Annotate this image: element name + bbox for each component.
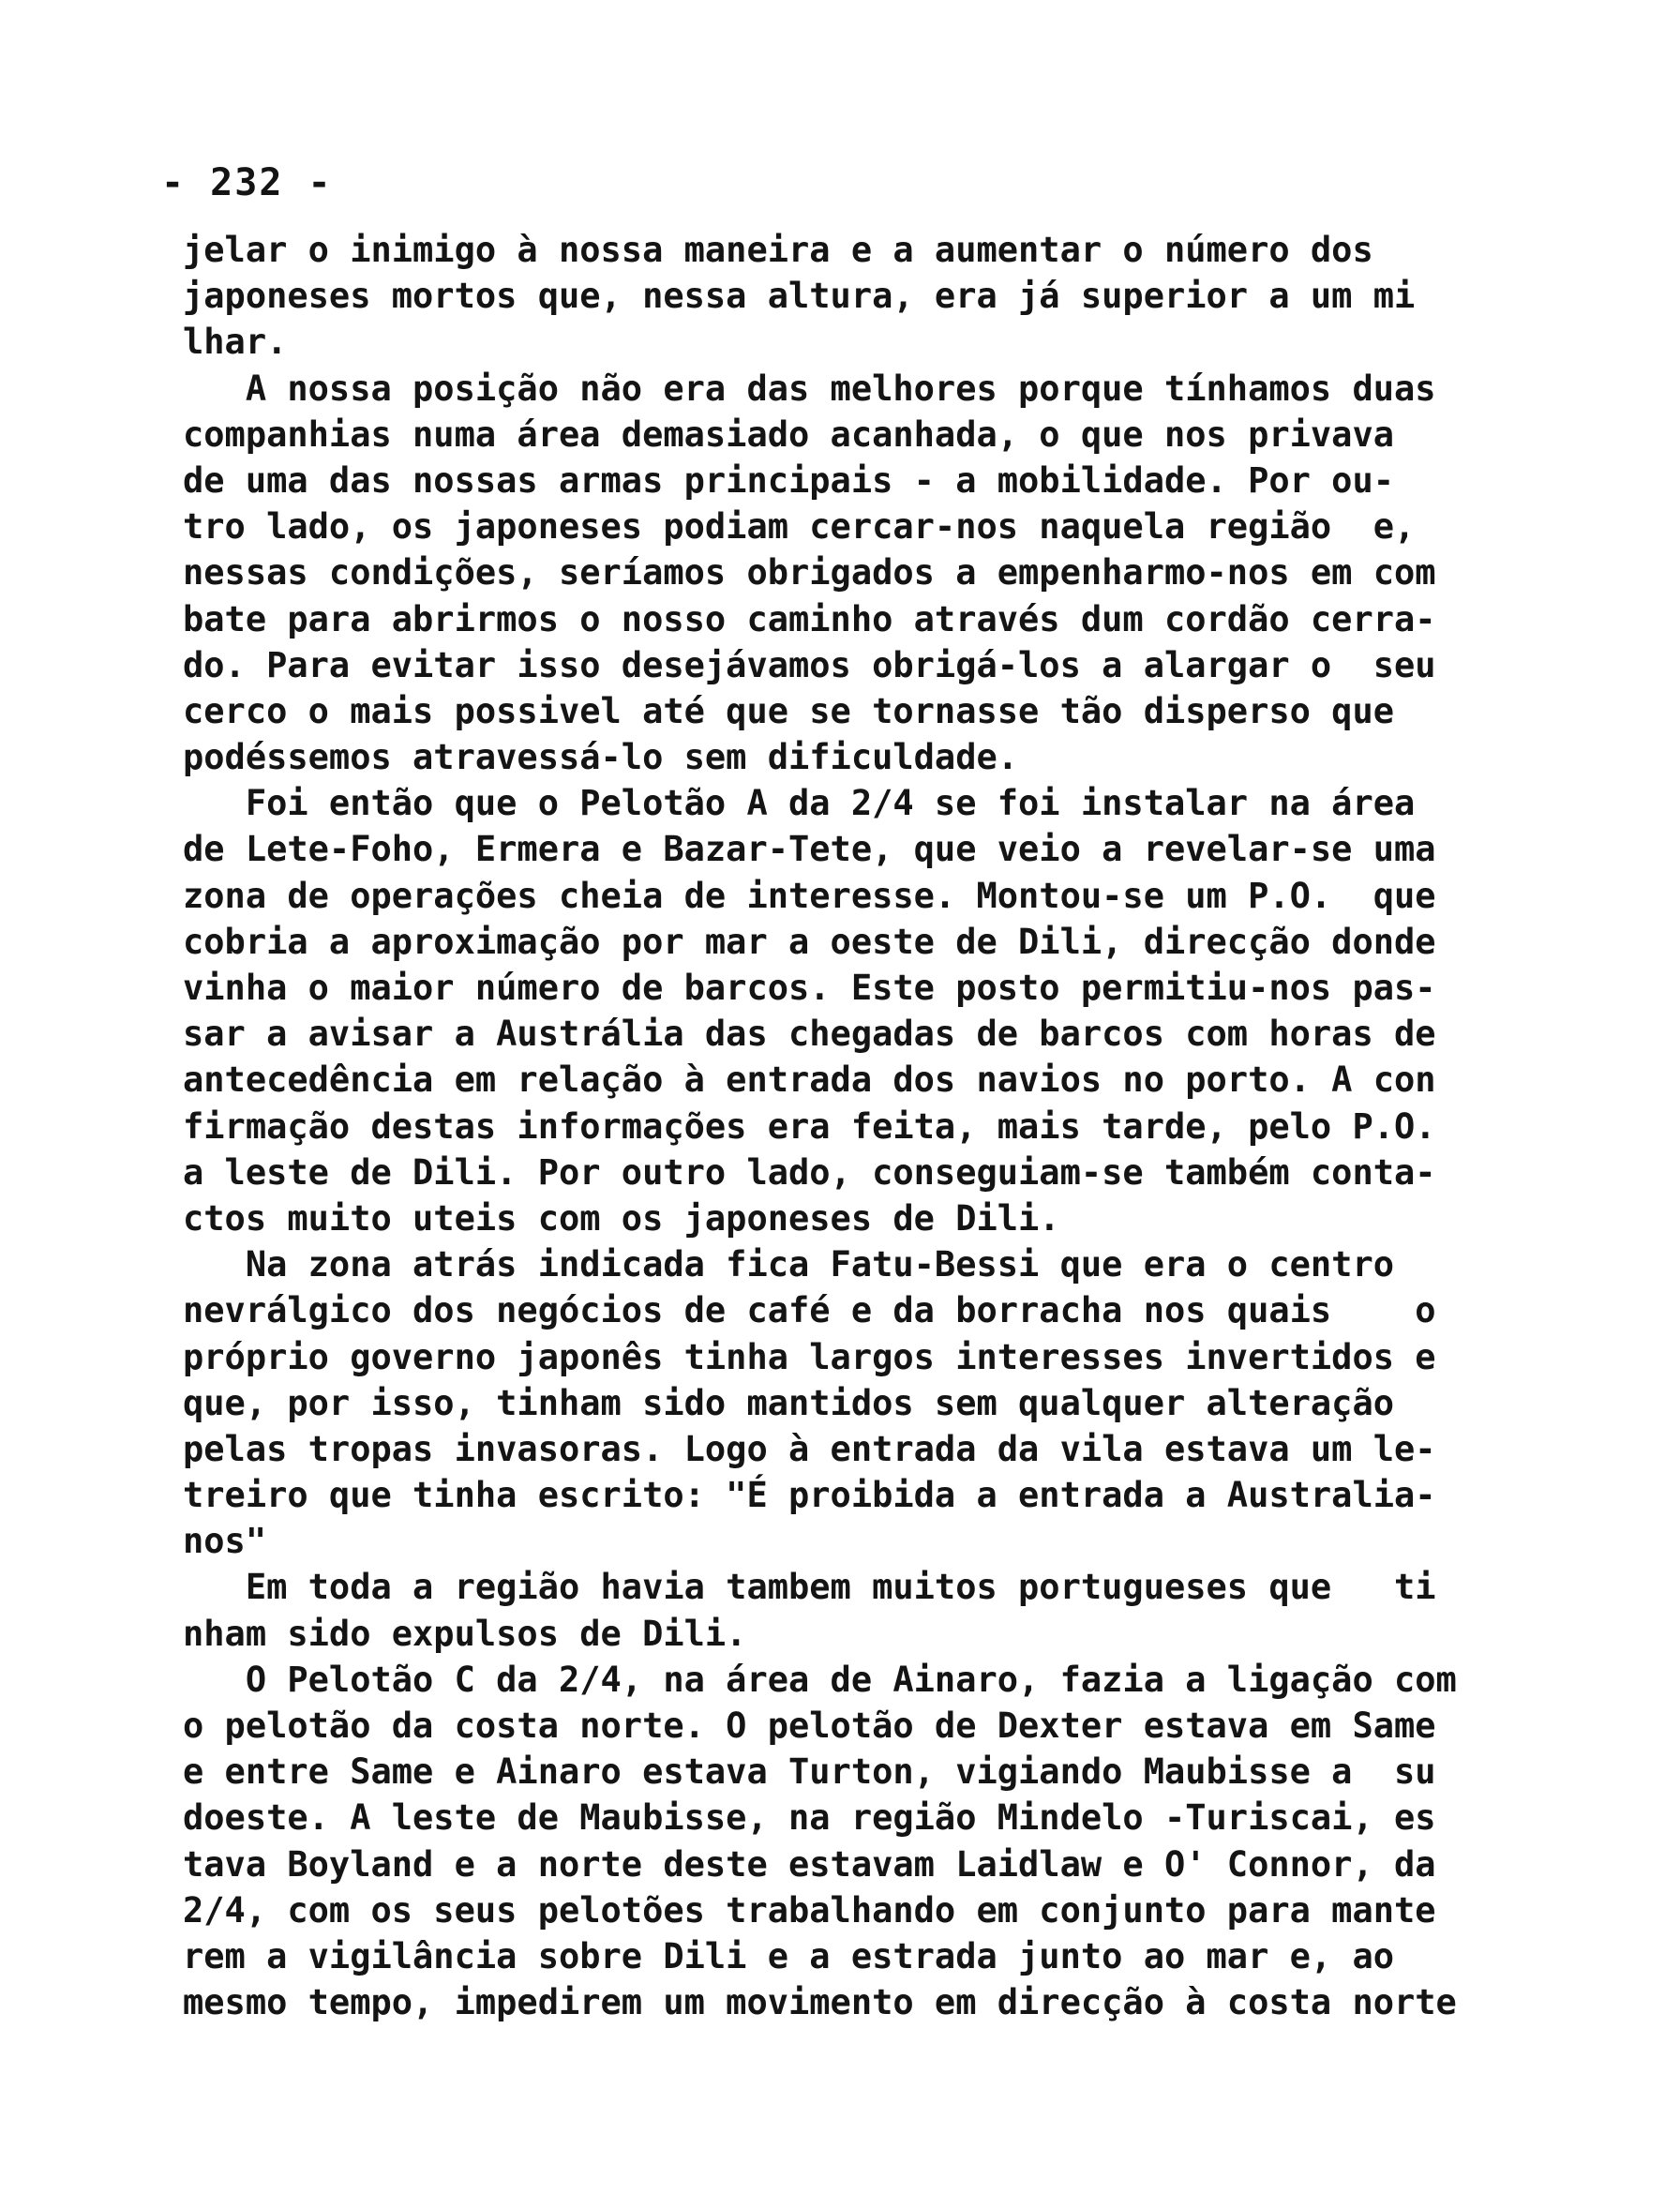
text-line: que, por isso, tinham sido mantidos sem qualquer alteração [183, 1382, 1395, 1423]
text-line: nos" [183, 1521, 267, 1562]
text-line: nham sido expulsos de Dili. [183, 1613, 747, 1654]
text-line: tro lado, os japoneses podiam cercar-nos naquela região e, [183, 506, 1416, 548]
page-number: - 232 - [161, 161, 333, 204]
text-line: ctos muito uteis com os japoneses de Dili. [183, 1197, 1060, 1239]
text-line: de uma das nossas armas principais - a mobilidade. Por ou- [183, 459, 1395, 501]
text-line: O Pelotão C da 2/4, na área de Ainaro, fazia a ligação com [183, 1659, 1457, 1700]
text-line: nevrálgico dos negócios de café e da borracha nos quais o [183, 1290, 1436, 1331]
text-line: Em toda a região havia tambem muitos portugueses que ti [183, 1567, 1436, 1608]
text-line: pelas tropas invasoras. Logo à entrada da vila estava um le- [183, 1428, 1436, 1469]
text-line: firmação destas informações era feita, mais tarde, pelo P.O. [183, 1105, 1436, 1147]
text-line: antecedência em relação à entrada dos navios no porto. A con [183, 1059, 1436, 1101]
text-line: a leste de Dili. Por outro lado, conseguiam-se também conta- [183, 1151, 1436, 1193]
text-line: o pelotão da costa norte. O pelotão de Dexter estava em Same [183, 1706, 1436, 1746]
text-line: sar a avisar a Austrália das chegadas de barcos com horas de [183, 1014, 1436, 1055]
text-line: 2/4, com os seus pelotões trabalhando em conjunto para mante [183, 1889, 1436, 1931]
text-line: zona de operações cheia de interesse. Montou-se um P.O. que [183, 875, 1436, 916]
text-line: bate para abrirmos o nosso caminho através dum cordão cerra- [183, 598, 1436, 639]
text-line: cobria a aproximação por mar a oeste de Dili, direcção donde [183, 921, 1436, 962]
body-text [183, 227, 1589, 2025]
text-line: Foi então que o Pelotão A da 2/4 se foi instalar na área [183, 783, 1416, 824]
text-line: tava Boyland e a norte deste estavam Laidlaw e O' Connor, da [183, 1843, 1436, 1885]
text-line: podéssemos atravessá-lo sem dificuldade. [183, 737, 1019, 778]
text-line: rem a vigilância sobre Dili e a estrada junto ao mar e, ao [183, 1935, 1395, 1976]
text-line: vinha o maior número de barcos. Este posto permitiu-nos pas- [183, 968, 1436, 1008]
text-line: jelar o inimigo à nossa maneira e a aumentar o número dos [183, 230, 1373, 270]
text-line: nessas condições, seríamos obrigados a empenharmo-nos em com [183, 552, 1436, 594]
text-line: Na zona atrás indicada fica Fatu-Bessi que era o centro [183, 1244, 1395, 1285]
text-line: e entre Same e Ainaro estava Turton, vigiando Maubisse a su [183, 1751, 1436, 1793]
text-line: companhias numa área demasiado acanhada, o que nos privava [183, 413, 1395, 455]
text-line: doeste. A leste de Maubisse, na região Mindelo -Turiscai, es [183, 1797, 1436, 1839]
text-line: cerco o mais possivel até que se tornasse tão disperso que [183, 690, 1395, 731]
text-line: treiro que tinha escrito: "É proibida a entrada a Australia- [183, 1475, 1436, 1516]
text-line: mesmo tempo, impedirem um movimento em direcção à costa norte [183, 1982, 1457, 2023]
text-line: próprio governo japonês tinha largos interesses invertidos e [183, 1336, 1436, 1377]
text-line: japoneses mortos que, nessa altura, era já superior a um mi [183, 276, 1416, 317]
text-line: lhar. [183, 322, 288, 363]
text-line: de Lete-Foho, Ermera e Bazar-Tete, que veio a revelar-se uma [183, 829, 1436, 870]
text-line: A nossa posição não era das melhores porque tínhamos duas [183, 368, 1436, 409]
text-line: do. Para evitar isso desejávamos obrigá-los a alargar o seu [183, 644, 1436, 685]
